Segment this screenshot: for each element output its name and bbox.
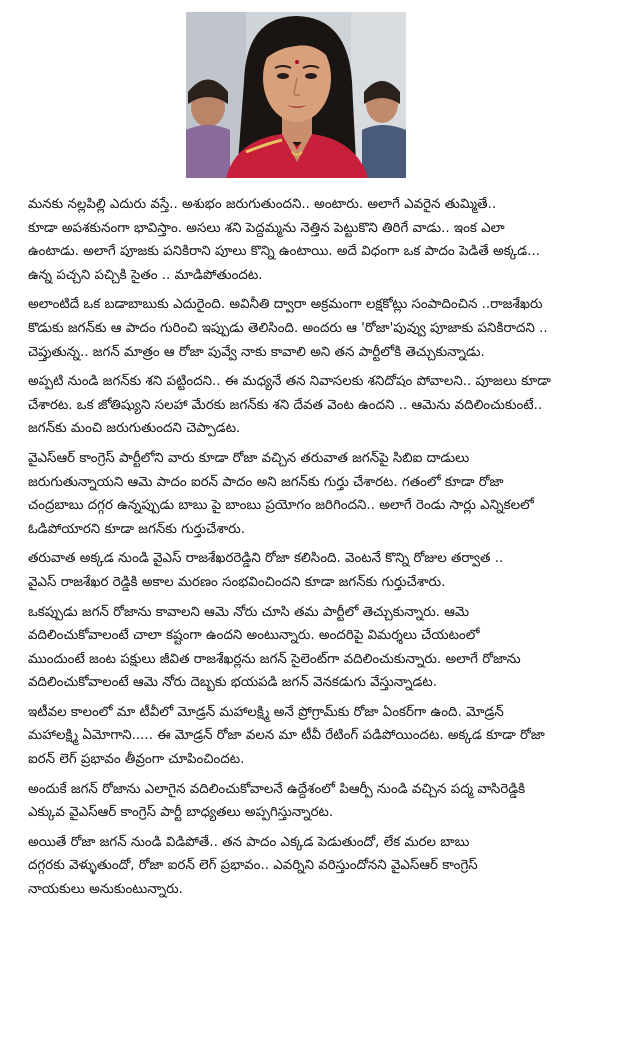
paragraph-line: చెప్తుతున్న.. జగన్ మాత్రం ఆ రోజా పువ్వే నాకు కావాలి అని తన పార్టీలోకి తెచ్చుకున్నాడు.: [28, 344, 485, 360]
article-photo: [186, 12, 406, 178]
article-paragraph: [28, 370, 628, 441]
paragraph-line: మహాలక్ష్మి ఏమోగాని..... ఈ మోడ్రన్ రోజా వలన మా టీవీ రేటింగ్ పడిపోయిందట. అక్కడ కూడా రోజా: [28, 728, 545, 744]
paragraph-line: వైఎస్ఆర్ కాంగ్రెస్ పార్టీలోని వారు కూడా రోజా వచ్చిన తరువాత జగన్‌పై సిబిఐ దాడులు: [28, 450, 470, 466]
paragraph-line: ఇటీవల కాలంలో మా టీవీలో మోడ్రన్ మహాలక్ష్మి అనే ప్రోగ్రామ్‌కు రోజా ఏంకర్‌గా ఉంది. మోడ్రన్: [28, 704, 504, 720]
article-paragraph: [28, 293, 628, 364]
article-body: [28, 193, 628, 908]
paragraph-line: మనకు నల్లపిల్లి ఎదురు వస్తే.. అశుభం జరుగుతుందని.. అంటారు. అలాగే ఎవరైన తుమ్మితే..: [28, 197, 497, 212]
paragraph-line: ఓడిపోయారని కూడా జగన్‌కు గుర్తుచేశారు.: [28, 521, 246, 537]
paragraph-line: కొడుకు జగన్‌కు ఆ పాదం గురించి ఇప్పుడు తెలిసింది. అందరు ఆ 'రోజా'పువ్వు పూజాకు పనికిరాదని ..: [28, 320, 548, 336]
paragraph-line: వదిలించుకోవాలంటే చాలా కష్టంగా ఉందని అంటున్నారు. అందరిపై విమర్శలు చేయటంలో: [28, 628, 480, 644]
paragraph-line: వైఎస్ రాజశేఖర రెడ్డికి అకాల మరణం సంభవించిందని కూడా జగన్‌కు గుర్తుచేశారు.: [28, 574, 446, 590]
paragraph-line: దగ్గరకు వెళ్ళుతుందో, రోజా ఐరన్ లెగ్ ప్రభావం.. ఎవర్నిని వరిస్తుందోనని వైఎస్ఆర్ కాంగ్రెస్: [28, 858, 478, 874]
article-paragraph: [28, 778, 628, 825]
article-paragraph: [28, 447, 628, 541]
paragraph-line: చేశారట. ఒక జోతిష్యుని సలహా మేరకు జగన్‌కు శని దేవత వెంట ఉందని .. ఆమెను వదిలించుకుంటే..: [28, 397, 543, 413]
paragraph-line: ఉంటాడు. అలాగే పూజకు పనికిరాని పూలు కొన్ని ఉంటాయి. అదే విధంగా ఒక పాదం పెడితే అక్కడ...: [28, 244, 540, 260]
paragraph-line: చంద్రబాబు దగ్గర ఉన్నప్పుడు బాబు పై బాంబు ప్రయోగం జరిగిందని.. అలాగే రెండు సార్లు ఎన్నికలలో: [28, 498, 534, 514]
paragraph-line: అప్పటి నుండి జగన్‌కు శని పట్టిందని.. ఈ మధ్యనే తన నివాసలకు శనిదోషం పోవాలని.. పూజలు కూడా: [28, 374, 551, 390]
paragraph-line: ఉన్న పచ్చని పచ్చికి సైతం .. మాడిపోతుందట.: [28, 267, 263, 283]
paragraph-line: జగన్‌కు మంచి జరుగుతుందని చెప్పాడట.: [28, 421, 241, 437]
paragraph-line: అయితే రోజా జగన్ నుండి విడిపోతే.. తన పాదం ఎక్కడ పెడుతుందో, లేక మరల బాబు: [28, 834, 470, 850]
paragraph-line: తరువాత అక్కడ నుండి వైఎస్ రాజశేఖరరెడ్డిని రోజా కలిసింది. వెంటనే కొన్ని రోజుల తర్వాత ..: [28, 551, 504, 567]
portrait-image: [186, 12, 406, 178]
paragraph-line: అలాంటిదే ఒక బడాబాబుకు ఎదురైంది. అవినీతి ద్వారా అక్రమంగా లక్షకోట్లు సంపాదించిన ..రాజశేఖరు: [28, 297, 543, 313]
paragraph-line: ముందుంటే జంట పక్షులు జీవిత రాజశేఖర్లను జగన్ సైలెంట్‌గా వదిలించుకున్నారు. అలాగే రోజాను: [28, 651, 521, 667]
paragraph-line: కూడా అపశకునంగా భావిస్తాం. అసలు శని పెద్దమ్మను నెత్తిన పెట్టుకొని తిరిగే వాడు.. ఇంక ఎలా: [28, 220, 505, 236]
paragraph-line: ఎక్కువ వైఎస్ఆర్ కాంగ్రెస్ పార్టీ బాధ్యతలు అప్పగిస్తున్నారట.: [28, 805, 334, 821]
article-paragraph: [28, 701, 628, 772]
paragraph-line: నాయకులు అనుకుంటున్నారు.: [28, 882, 183, 898]
paragraph-line: అందుకే జగన్ రోజాను ఎలాగైన వదిలించుకోవాలనే ఉద్దేశంలో పిఆర్పీ నుండి వచ్చిన పద్మ వాసిరెడ్డికి: [28, 781, 526, 797]
paragraph-line: జరుగుతున్నాయని ఆమె పాదం ఐరన్ పాదం అని జగన్‌కు గుర్తు చేశారట. గతంలో కూడా రోజా: [28, 474, 504, 490]
article-paragraph: [28, 601, 628, 695]
article-paragraph: [28, 831, 628, 902]
paragraph-line: ఐరన్ లెగ్ ప్రభావం తీవ్రంగా చూపించిందట.: [28, 752, 245, 768]
paragraph-line: ఒకప్పుడు జగన్ రోజాను కావాలని ఆమె నోరు చూసి తమ పార్టీలో తెచ్చుకున్నారు. ఆమె: [28, 604, 470, 620]
article-paragraph: [28, 193, 628, 287]
paragraph-line: వదిలించుకోవాలంటే ఆమె నోరు దెబ్బకు భయపడి జగన్ వెనకడుగు వేస్తున్నాడట.: [28, 675, 438, 691]
article-paragraph: [28, 547, 628, 594]
